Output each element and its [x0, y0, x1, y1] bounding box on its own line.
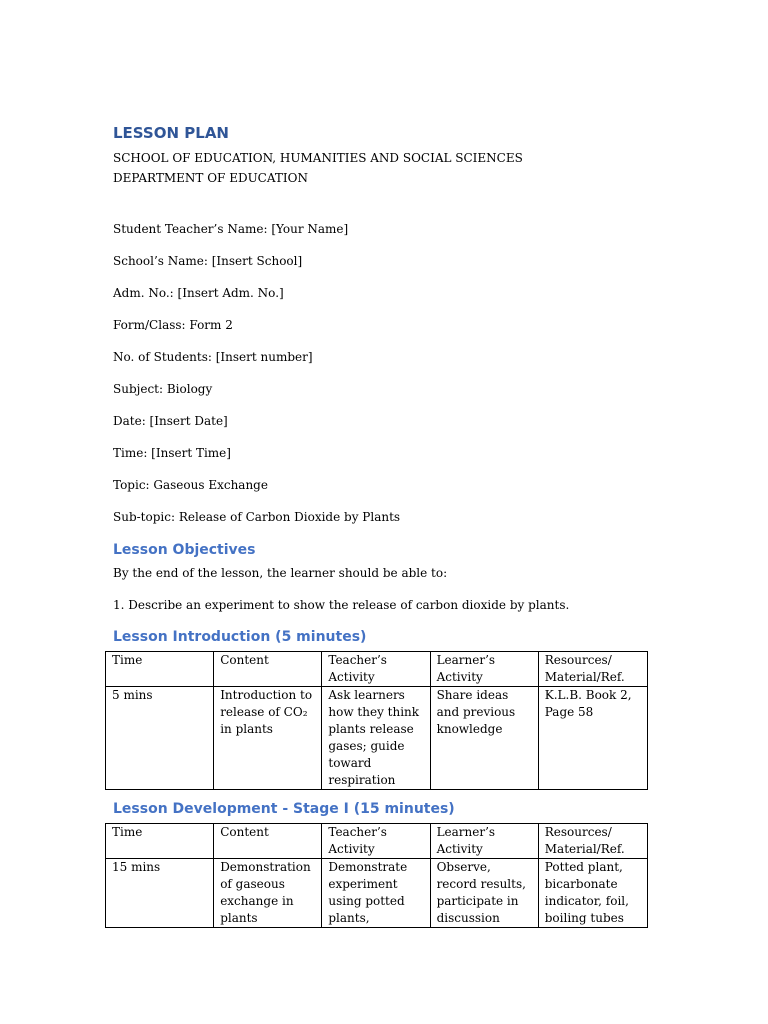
field-student-name: Student Teacher’s Name: [Your Name]	[113, 222, 349, 236]
development-heading: Lesson Development - Stage I (15 minutes)	[113, 801, 455, 817]
table-cell	[214, 859, 322, 928]
table-cell	[538, 859, 647, 928]
field-school-name: School’s Name: [Insert School]	[113, 254, 303, 268]
table-cell: Introduction to release of CO₂ in plants	[214, 687, 322, 790]
table-cell: 5 mins	[106, 687, 214, 790]
column-header: Time	[106, 824, 214, 859]
cell-text: 15 mins	[112, 860, 161, 874]
column-header: Time	[106, 652, 214, 687]
table-cell: K.L.B. Book 2, Page 58	[538, 687, 647, 790]
introduction-heading: Lesson Introduction (5 minutes)	[113, 629, 367, 645]
field-no-students: No. of Students: [Insert number]	[113, 350, 313, 364]
development-table	[105, 823, 648, 928]
cell-text: Potted plant, bicarbonate indicator, foil, boiling tubes	[544, 860, 629, 925]
column-header: Learner’s Activity	[430, 652, 538, 687]
department-line: DEPARTMENT OF EDUCATION	[113, 171, 308, 185]
column-header: Teacher’s Activity	[322, 824, 430, 859]
table-cell	[322, 859, 430, 928]
field-subject: Subject: Biology	[113, 382, 213, 396]
cell-text: Demonstrate experiment using potted plants,	[328, 860, 408, 925]
table-row	[106, 859, 648, 928]
field-form-class: Form/Class: Form 2	[113, 318, 233, 332]
field-subtopic: Sub-topic: Release of Carbon Dioxide by Plants	[113, 510, 401, 524]
column-header: Resources/ Material/Ref.	[538, 652, 647, 687]
table-cell	[106, 859, 214, 928]
column-header: Learner’s Activity	[430, 824, 538, 859]
table-cell	[430, 859, 538, 928]
column-header: Content	[214, 824, 322, 859]
document-title: LESSON PLAN	[113, 124, 229, 142]
introduction-table	[105, 651, 648, 790]
table-header-row	[106, 824, 648, 859]
objectives-intro: By the end of the lesson, the learner should be able to:	[113, 566, 448, 580]
objectives-heading: Lesson Objectives	[113, 542, 256, 558]
table-cell: Ask learners how they think plants release gases; guide toward respiration	[322, 687, 430, 790]
school-line: SCHOOL OF EDUCATION, HUMANITIES AND SOCIAL SCIENCES	[113, 151, 523, 165]
table-row	[106, 687, 648, 790]
field-topic: Topic: Gaseous Exchange	[113, 478, 268, 492]
field-adm-no: Adm. No.: [Insert Adm. No.]	[113, 286, 284, 300]
field-date: Date: [Insert Date]	[113, 414, 228, 428]
field-time: Time: [Insert Time]	[113, 446, 231, 460]
cell-text: Observe, record results, participate in discussion	[436, 860, 526, 925]
column-header: Resources/ Material/Ref.	[538, 824, 647, 859]
column-header: Content	[214, 652, 322, 687]
column-header: Teacher’s Activity	[322, 652, 430, 687]
table-header-row	[106, 652, 648, 687]
cell-text: Demonstration of gaseous exchange in plants	[220, 860, 311, 925]
objective-item: 1. Describe an experiment to show the release of carbon dioxide by plants.	[113, 598, 570, 612]
table-cell: Share ideas and previous knowledge	[430, 687, 538, 790]
